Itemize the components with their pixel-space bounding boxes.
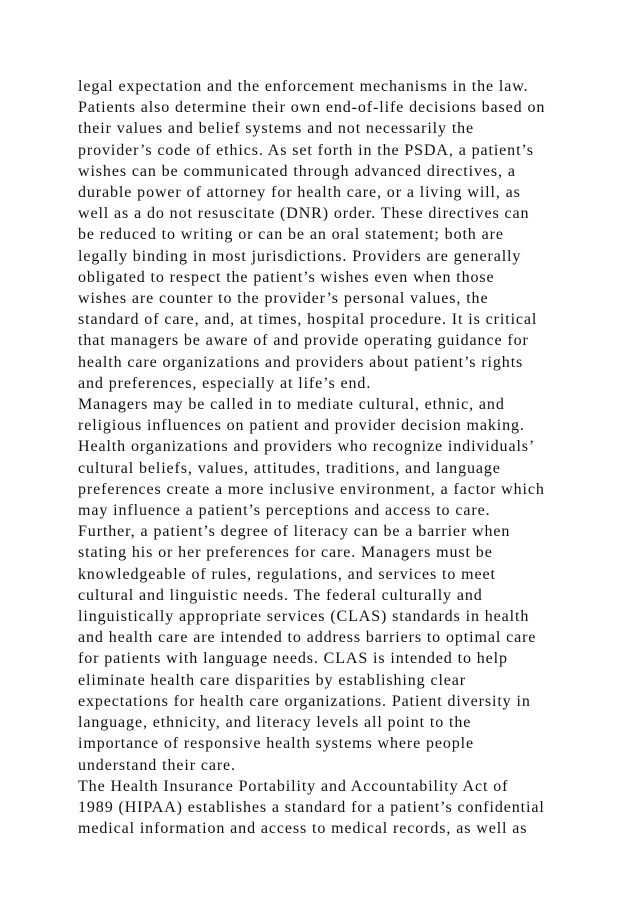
text-line: wishes can be communicated through advanced directives, a xyxy=(78,162,516,180)
text-line: cultural and linguistic needs. The federal culturally and xyxy=(78,586,483,604)
text-line: health care organizations and providers about patient’s rights xyxy=(78,353,524,371)
text-line: cultural beliefs, values, attitudes, traditions, and language xyxy=(78,459,501,477)
text-line: The Health Insurance Portability and Accountability Act of xyxy=(78,777,509,795)
text-line: Managers may be called in to mediate cultural, ethnic, and xyxy=(78,396,505,414)
text-line: their values and belief systems and not necessarily the xyxy=(78,120,475,138)
text-line: and preferences, especially at life’s end. xyxy=(78,374,372,392)
text-line: standard of care, and, at times, hospital procedure. It is critical xyxy=(78,311,538,329)
text-line: for patients with language needs. CLAS is intended to help xyxy=(78,650,508,668)
text-line: may influence a patient’s perceptions and access to care. xyxy=(78,502,491,520)
text-line: that managers be aware of and provide operating guidance for xyxy=(78,332,529,350)
text-line: legal expectation and the enforcement mechanisms in the law. xyxy=(78,78,529,95)
text-line: durable power of attorney for health care, or a living will, as xyxy=(78,184,521,202)
text-line: expectations for health care organizations. Patient diversity in xyxy=(78,692,531,710)
text-line: provider’s code of ethics. As set forth in the PSDA, a patient’s xyxy=(78,141,534,159)
text-line: well as a do not resuscitate (DNR) order. These directives can xyxy=(78,205,530,223)
text-line: knowledgeable of rules, regulations, and services to meet xyxy=(78,565,496,583)
text-line: Further, a patient’s degree of literacy can be a barrier when xyxy=(78,523,511,541)
text-line: medical information and access to medical records, as well as xyxy=(78,820,528,838)
text-line: preferences create a more inclusive environment, a factor which xyxy=(78,480,545,498)
text-line: 1989 (HIPAA) establishes a standard for a patient’s confidential xyxy=(78,798,545,816)
text-line: and health care are intended to address barriers to optimal care xyxy=(78,629,537,647)
text-line: be reduced to writing or can be an oral statement; both are xyxy=(78,226,504,244)
text-line: stating his or her preferences for care. Managers must be xyxy=(78,544,493,562)
text-line: Health organizations and providers who recognize individuals’ xyxy=(78,438,536,456)
text-line: Patients also determine their own end-of-life decisions based on xyxy=(78,99,546,117)
text-line: eliminate health care disparities by establishing clear xyxy=(78,671,467,689)
text-line: linguistically appropriate services (CLAS) standards in health xyxy=(78,608,530,626)
text-line: wishes are counter to the provider’s personal values, the xyxy=(78,290,489,308)
text-line: understand their care. xyxy=(78,756,236,774)
text-line: obligated to respect the patient’s wishes even when those xyxy=(78,268,495,286)
text-line: religious influences on patient and provider decision making. xyxy=(78,417,525,435)
text-line: importance of responsive health systems where people xyxy=(78,735,475,753)
body-text xyxy=(78,76,618,839)
text-line: legally binding in most jurisdictions. Providers are generally xyxy=(78,247,522,265)
text-line: language, ethnicity, and literacy levels all point to the xyxy=(78,714,472,732)
